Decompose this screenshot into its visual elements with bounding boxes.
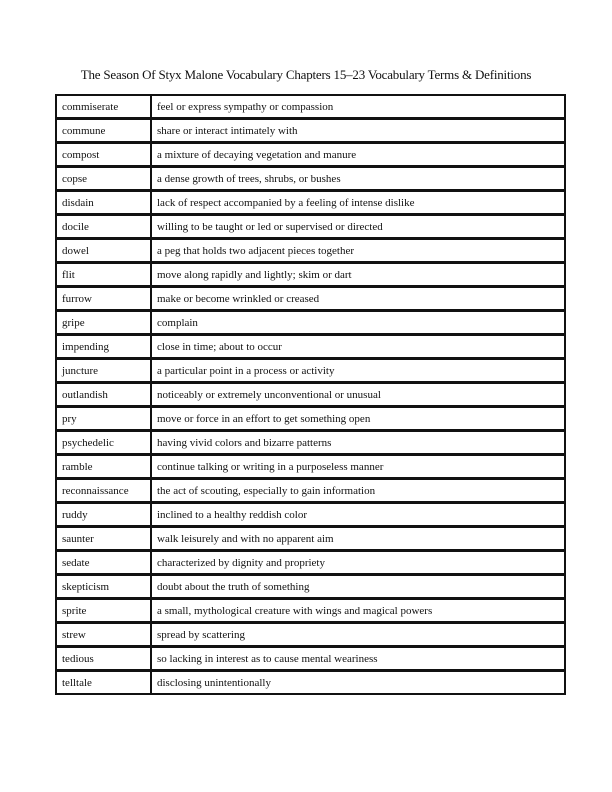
definition-cell: walk leisurely and with no apparent aim (152, 525, 564, 549)
definition-cell: feel or express sympathy or compassion (157, 100, 334, 113)
term-cell: strew (57, 621, 152, 645)
definition-cell: so lacking in interest as to cause mental weariness (152, 645, 564, 669)
definition-cell: a small, mythological creature with wings and magical powers (152, 597, 564, 621)
definition-cell: close in time; about to occur (152, 333, 564, 357)
table-row (57, 501, 564, 525)
term-cell: sprite (57, 597, 152, 621)
definition-cell: lack of respect accompanied by a feeling of intense dislike (152, 189, 564, 213)
table-row (57, 597, 564, 621)
definition-cell: willing to be taught or led or supervised or directed (152, 213, 564, 237)
term-cell: docile (57, 213, 152, 237)
page-title: The Season Of Styx Malone Vocabulary Chapters 15–23 Vocabulary Terms & Definitions (80, 67, 532, 82)
vocabulary-table-body (57, 96, 564, 693)
term-cell: ruddy (57, 501, 152, 525)
term-cell: juncture (57, 357, 152, 381)
term-cell: skepticism (57, 573, 152, 597)
definition-cell: the act of scouting, especially to gain information (152, 477, 564, 501)
term-cell: gripe (57, 309, 152, 333)
term-cell: copse (57, 165, 152, 189)
definition-cell: doubt about the truth of something (152, 573, 564, 597)
term-cell: flit (57, 261, 152, 285)
term-cell: furrow (57, 285, 152, 309)
term-cell: pry (57, 405, 152, 429)
table-row (57, 96, 564, 117)
definition-cell: having vivid colors and bizarre patterns (152, 429, 564, 453)
term-cell: tedious (57, 645, 152, 669)
definition-cell: make or become wrinkled or creased (152, 285, 564, 309)
definition-cell: move or force in an effort to get something open (152, 405, 564, 429)
table-row (57, 237, 564, 261)
table-row (57, 573, 564, 597)
definition-cell: inclined to a healthy reddish color (152, 501, 564, 525)
definition-cell: move along rapidly and lightly; skim or dart (152, 261, 564, 285)
term-cell: impending (57, 333, 152, 357)
term-cell: psychedelic (57, 429, 152, 453)
definition-cell: a dense growth of trees, shrubs, or bushes (152, 165, 564, 189)
definition-cell: noticeably or extremely unconventional or unusual (152, 381, 564, 405)
definition-cell: complain (152, 309, 564, 333)
term-cell: disdain (57, 189, 152, 213)
table-row (57, 189, 564, 213)
table-row (57, 117, 564, 141)
table-row (57, 285, 564, 309)
table-row (57, 213, 564, 237)
definition-cell: share or interact intimately with (152, 117, 564, 141)
table-row (57, 525, 564, 549)
term-cell: ramble (57, 453, 152, 477)
table-row (57, 645, 564, 669)
term-cell: sedate (57, 549, 152, 573)
definition-cell: disclosing unintentionally (152, 669, 564, 693)
table-row (57, 381, 564, 405)
term-cell: saunter (57, 525, 152, 549)
table-row (57, 453, 564, 477)
definition-cell: a mixture of decaying vegetation and manure (152, 141, 564, 165)
table-row (57, 333, 564, 357)
definition-cell: a particular point in a process or activity (152, 357, 564, 381)
table-row (57, 141, 564, 165)
definition-cell: a peg that holds two adjacent pieces together (152, 237, 564, 261)
table-row (57, 429, 564, 453)
table-row (57, 309, 564, 333)
term-cell: dowel (57, 237, 152, 261)
term-cell: telltale (57, 669, 152, 693)
table-row (57, 405, 564, 429)
vocabulary-table (55, 94, 566, 695)
table-row (57, 621, 564, 645)
table-row (57, 669, 564, 693)
definition-cell: characterized by dignity and propriety (152, 549, 564, 573)
term-cell: compost (57, 141, 152, 165)
term-cell: commiserate (57, 96, 152, 117)
table-row (57, 549, 564, 573)
term-cell: reconnaissance (57, 477, 152, 501)
table-row (57, 477, 564, 501)
table-row (57, 357, 564, 381)
definition-cell: continue talking or writing in a purposeless manner (152, 453, 564, 477)
table-row (57, 165, 564, 189)
term-cell: commune (57, 117, 152, 141)
definition-cell: spread by scattering (152, 621, 564, 645)
table-row (57, 261, 564, 285)
term-cell: outlandish (57, 381, 152, 405)
